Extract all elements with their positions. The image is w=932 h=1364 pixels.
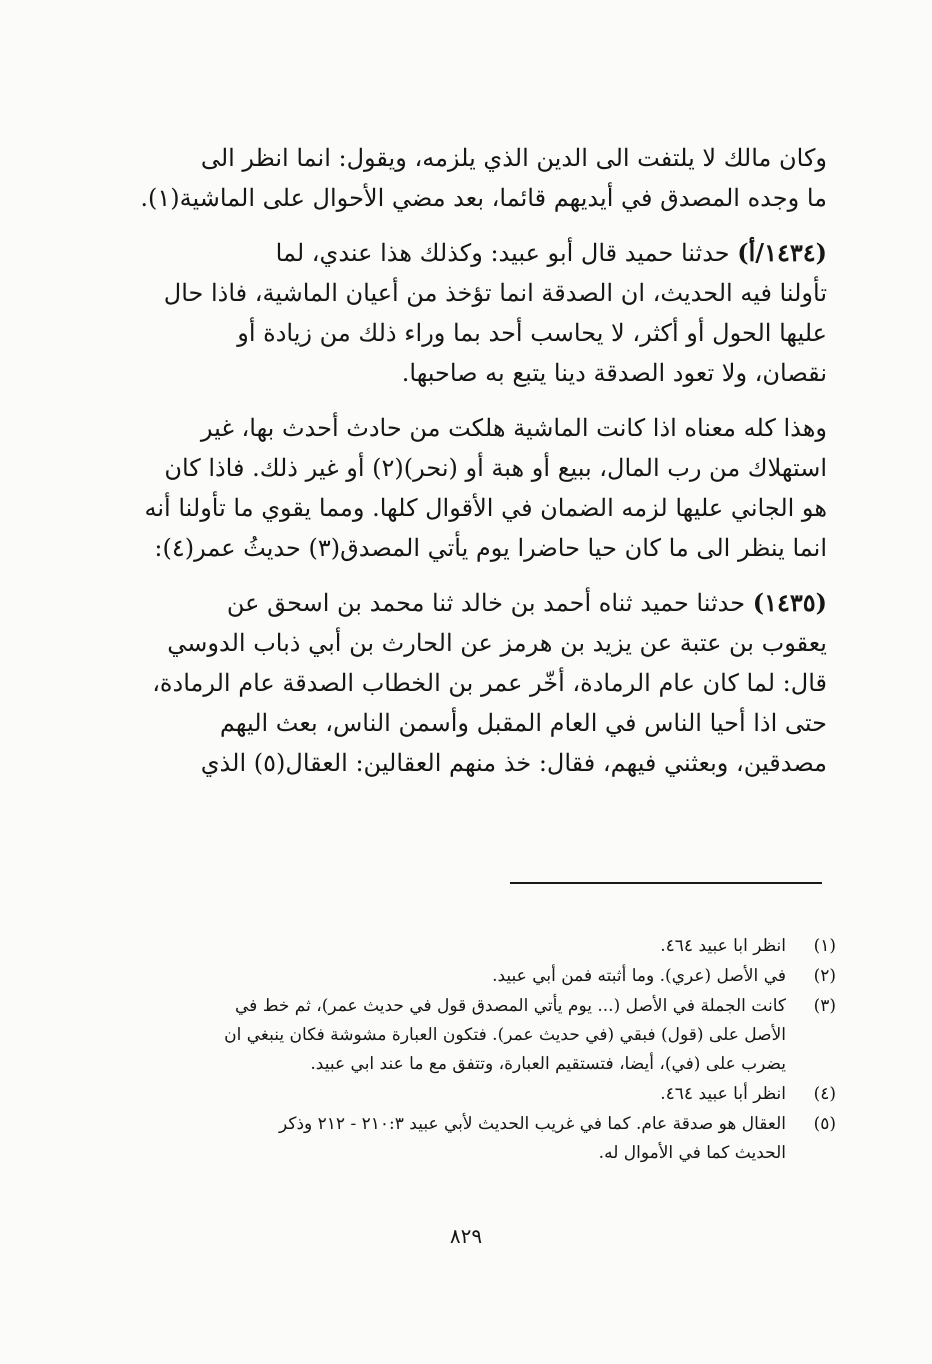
footnote-text (160, 1110, 786, 1168)
text-line: وكان مالك لا يلتفت الى الدين الذي يلزمه، ويقول: انما انظر الى (200, 144, 827, 172)
footnote-1 (160, 932, 836, 961)
text-line: ما وجده المصدق في أيديهم قائما، بعد مضي الأحوال على الماشية(١). (140, 184, 827, 212)
footnote-line: كانت الجملة في الأصل (... يوم يأتي المصدق قول في حديث عمر)، ثم خط في (235, 996, 786, 1016)
footnote-number: (٥) (813, 1114, 836, 1134)
footnote-text (160, 932, 786, 961)
footnote-line: الحديث كما في الأموال له. (598, 1143, 786, 1163)
paragraph-1 (140, 138, 827, 218)
footnote-line: انظر ابا عبيد ٤٦٤. (660, 936, 786, 956)
hadith-number: (١٤٣٤/أ) (737, 238, 827, 267)
text-line (155, 583, 827, 623)
paragraph-1434a (155, 233, 827, 393)
text-line: هو الجاني عليها لزمه الضمان في الأقوال كلها. ومما يقوي ما تأولنا أنه (144, 494, 827, 522)
footnote-line: العقال هو صدقة عام. كما في غريب الحديث لأبي عبيد ٢١٠:٣ - ٢١٢ وذكر (278, 1114, 786, 1134)
text-line: يعقوب بن عتبة عن يزيد بن هرمز عن الحارث بن أبي ذباب الدوسي (167, 629, 827, 657)
main-text (140, 138, 827, 798)
paragraph-1435 (152, 583, 827, 783)
footnote-4 (160, 1080, 836, 1109)
text-line: تأولنا فيه الحديث، ان الصدقة انما تؤخذ من أعيان الماشية، فاذا حال (163, 279, 827, 307)
footnote-text (160, 962, 786, 991)
text-line: وهذا كله معناه اذا كانت الماشية هلكت من حادث أحدث بها، غير (200, 414, 827, 442)
text-line (155, 233, 827, 273)
footnote-number: (٣) (813, 996, 836, 1016)
footnote-5 (160, 1110, 836, 1168)
footnote-line: الأصل على (قول) فبقي (في حديث عمر). فتكون العبارة مشوشة فكان ينبغي ان (224, 1025, 786, 1045)
footnote-line: في الأصل (عري). وما أثبته فمن أبي عبيد. (492, 966, 786, 986)
hadith-number: (١٤٣٥) (752, 588, 827, 617)
text-line: حتى اذا أحيا الناس في العام المقبل وأسمن الناس، بعث اليهم (219, 709, 827, 737)
footnote-2 (160, 962, 836, 991)
footnote-text (160, 992, 786, 1079)
footnote-divider (510, 882, 822, 884)
footnote-3 (160, 992, 836, 1079)
footnotes (160, 932, 836, 1169)
footnote-number: (٤) (813, 1084, 836, 1104)
text-line: قال: لما كان عام الرمادة، أخّر عمر بن الخطاب الصدقة عام الرمادة، (152, 669, 827, 697)
page-number: ٨٢٩ (449, 1224, 483, 1248)
footnote-text (160, 1080, 786, 1109)
text-segment: حدثنا حميد قال أبو عبيد: وكذلك هذا عندي، لما (275, 239, 730, 267)
paragraph-3 (144, 408, 827, 568)
text-line: انما ينظر الى ما كان حيا حاضرا يوم يأتي المصدق(٣) حديثُ عمر(٤): (154, 534, 827, 562)
footnote-number: (٢) (813, 966, 836, 986)
footnote-line: انظر أبا عبيد ٤٦٤. (660, 1084, 786, 1104)
text-line: نقصان، ولا تعود الصدقة دينا يتبع به صاحبها. (401, 359, 827, 387)
text-segment: حدثنا حميد ثناه أحمد بن خالد ثنا محمد بن اسحق عن (226, 589, 746, 617)
footnote-number: (١) (813, 936, 836, 956)
footnote-line: يضرب على (في)، أيضا، فتستقيم العبارة، وتتفق مع ما عند ابي عبيد. (310, 1054, 786, 1074)
text-line: عليها الحول أو أكثر، لا يحاسب أحد بما وراء ذلك من زيادة أو (237, 319, 827, 347)
text-line: مصدقين، وبعثني فيهم، فقال: خذ منهم العقالين: العقال(٥) الذي (200, 749, 827, 777)
text-line: استهلاك من رب المال، ببيع أو هبة أو (نحر)(٢) أو غير ذلك. فاذا كان (164, 454, 827, 482)
